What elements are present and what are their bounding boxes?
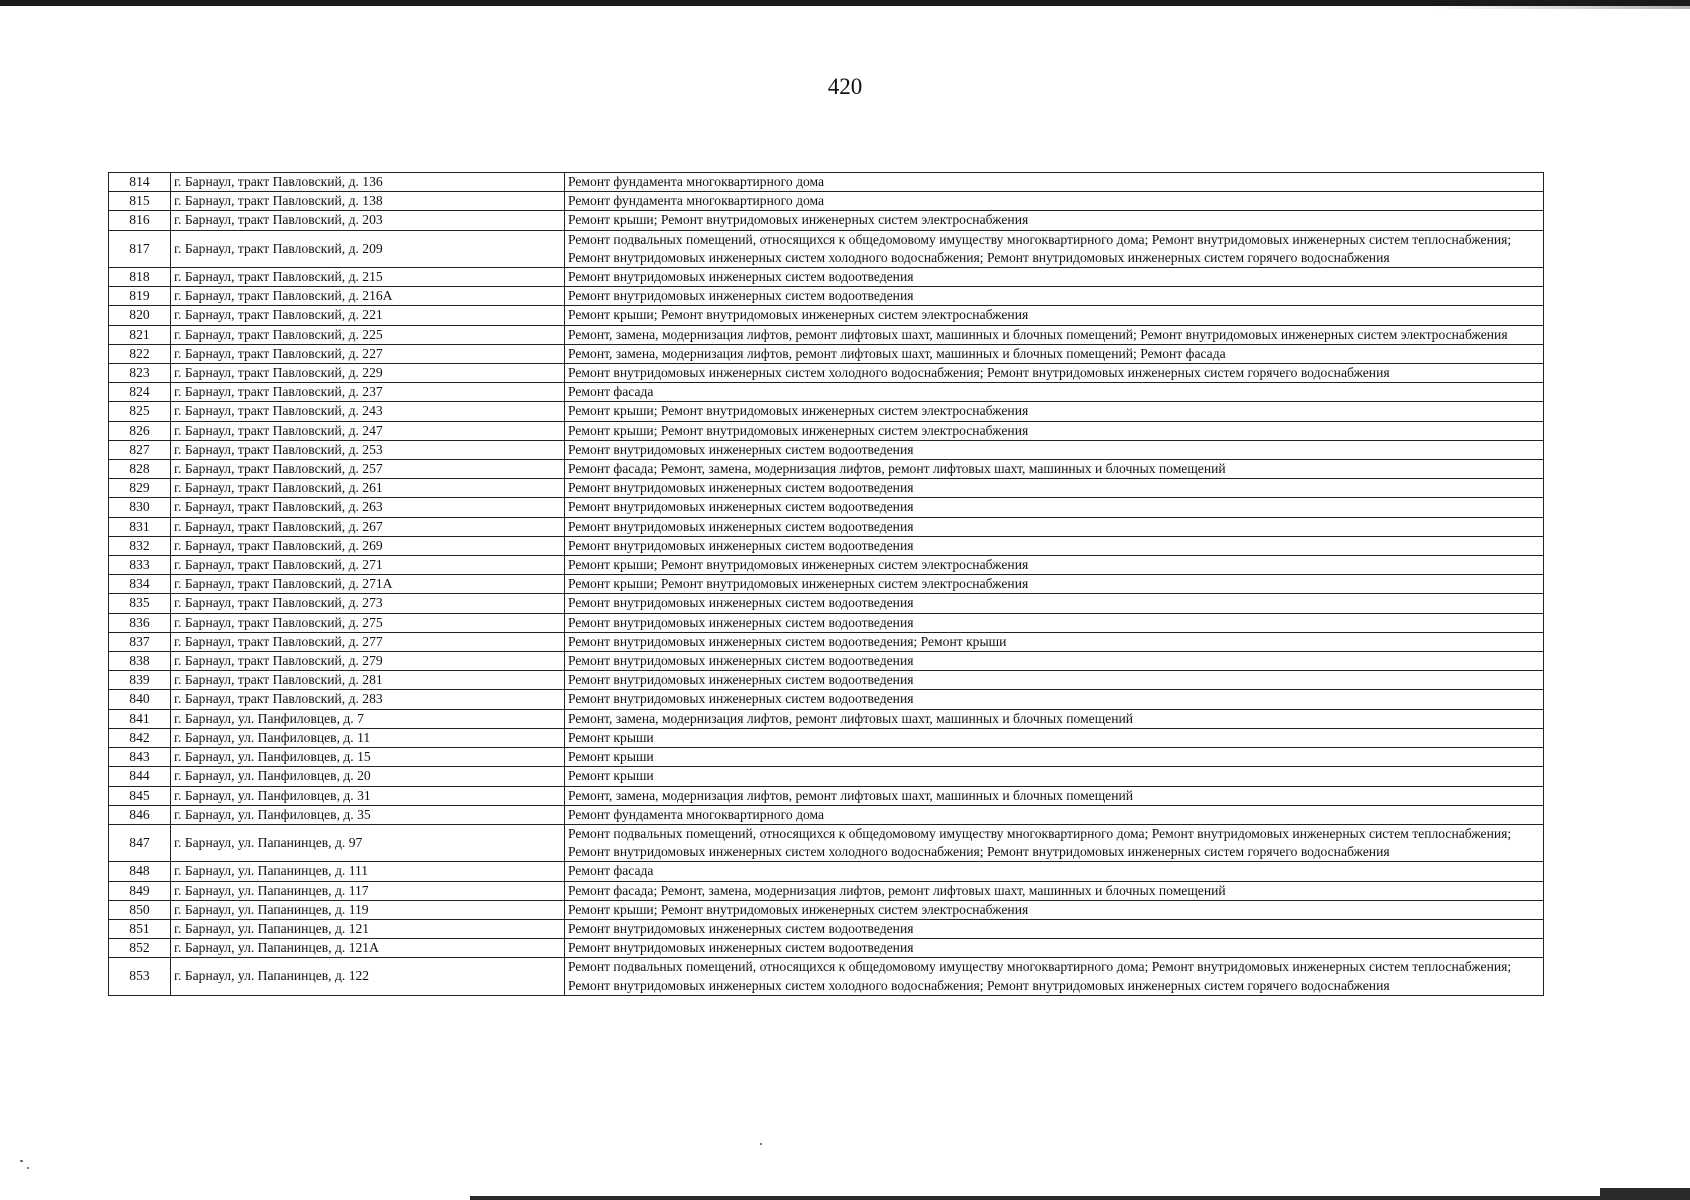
address-cell: г. Барнаул, ул. Панфиловцев, д. 20	[171, 767, 565, 786]
row-number-cell: 837	[109, 632, 171, 651]
row-number-cell: 834	[109, 575, 171, 594]
address-cell: г. Барнаул, ул. Панфиловцев, д. 35	[171, 805, 565, 824]
row-number-cell: 825	[109, 402, 171, 421]
address-cell: г. Барнаул, тракт Павловский, д. 279	[171, 652, 565, 671]
address-cell: г. Барнаул, тракт Павловский, д. 261	[171, 479, 565, 498]
repair-works-cell: Ремонт внутридомовых инженерных систем водоотведения	[565, 268, 1544, 287]
row-number-cell: 845	[109, 786, 171, 805]
table-row	[109, 652, 1544, 671]
table-row	[109, 556, 1544, 575]
repair-works-cell: Ремонт фасада; Ремонт, замена, модернизация лифтов, ремонт лифтовых шахт, машинных и блочных помещений	[565, 460, 1544, 479]
repair-works-cell: Ремонт внутридомовых инженерных систем водоотведения	[565, 517, 1544, 536]
table-row	[109, 958, 1544, 995]
repair-works-cell: Ремонт фундамента многоквартирного дома	[565, 192, 1544, 211]
repair-works-cell: Ремонт внутридомовых инженерных систем водоотведения; Ремонт крыши	[565, 632, 1544, 651]
address-cell: г. Барнаул, тракт Павловский, д. 209	[171, 230, 565, 267]
table-row	[109, 786, 1544, 805]
repair-works-cell: Ремонт подвальных помещений, относящихся к общедомовому имуществу многоквартирного дома; Ремонт внутридомовых инженерных систем теплоснабжения; Ремонт внутридомовых инженерных систем холодного водоснабжения; Ремонт внутридомовых инженерных систем горячего водоснабжения	[565, 824, 1544, 861]
table-row	[109, 402, 1544, 421]
row-number-cell: 836	[109, 613, 171, 632]
scan-bottom-border	[470, 1196, 1690, 1200]
address-cell: г. Барнаул, тракт Павловский, д. 269	[171, 536, 565, 555]
table-row	[109, 364, 1544, 383]
repair-works-cell: Ремонт крыши	[565, 728, 1544, 747]
repair-works-cell: Ремонт подвальных помещений, относящихся к общедомовому имуществу многоквартирного дома; Ремонт внутридомовых инженерных систем теплоснабжения; Ремонт внутридомовых инженерных систем холодного водоснабжения; Ремонт внутридомовых инженерных систем горячего водоснабжения	[565, 230, 1544, 267]
repair-works-cell: Ремонт крыши; Ремонт внутридомовых инженерных систем электроснабжения	[565, 900, 1544, 919]
repair-works-cell: Ремонт внутридомовых инженерных систем водоотведения	[565, 919, 1544, 938]
row-number-cell: 820	[109, 306, 171, 325]
table-row	[109, 671, 1544, 690]
row-number-cell: 816	[109, 211, 171, 230]
table-row	[109, 268, 1544, 287]
repair-works-cell: Ремонт крыши; Ремонт внутридомовых инженерных систем электроснабжения	[565, 556, 1544, 575]
table-row	[109, 728, 1544, 747]
table-row	[109, 421, 1544, 440]
table-row	[109, 536, 1544, 555]
register-body	[109, 173, 1544, 996]
address-cell: г. Барнаул, тракт Павловский, д. 203	[171, 211, 565, 230]
scan-speck	[27, 1167, 29, 1169]
table-row	[109, 344, 1544, 363]
table-row	[109, 919, 1544, 938]
row-number-cell: 817	[109, 230, 171, 267]
table-row	[109, 862, 1544, 881]
repair-works-cell: Ремонт внутридомовых инженерных систем водоотведения	[565, 613, 1544, 632]
table-row	[109, 881, 1544, 900]
repair-works-cell: Ремонт внутридомовых инженерных систем водоотведения	[565, 690, 1544, 709]
address-cell: г. Барнаул, тракт Павловский, д. 263	[171, 498, 565, 517]
row-number-cell: 818	[109, 268, 171, 287]
row-number-cell: 853	[109, 958, 171, 995]
address-cell: г. Барнаул, тракт Павловский, д. 275	[171, 613, 565, 632]
row-number-cell: 824	[109, 383, 171, 402]
repair-works-cell: Ремонт крыши; Ремонт внутридомовых инженерных систем электроснабжения	[565, 421, 1544, 440]
repair-works-cell: Ремонт, замена, модернизация лифтов, ремонт лифтовых шахт, машинных и блочных помещений	[565, 786, 1544, 805]
row-number-cell: 815	[109, 192, 171, 211]
repair-works-cell: Ремонт внутридомовых инженерных систем водоотведения	[565, 536, 1544, 555]
row-number-cell: 819	[109, 287, 171, 306]
repair-works-cell: Ремонт фасада; Ремонт, замена, модернизация лифтов, ремонт лифтовых шахт, машинных и блочных помещений	[565, 881, 1544, 900]
address-cell: г. Барнаул, тракт Павловский, д. 271А	[171, 575, 565, 594]
row-number-cell: 840	[109, 690, 171, 709]
address-cell: г. Барнаул, ул. Панфиловцев, д. 11	[171, 728, 565, 747]
repair-works-cell: Ремонт внутридомовых инженерных систем водоотведения	[565, 652, 1544, 671]
row-number-cell: 852	[109, 939, 171, 958]
table-row	[109, 575, 1544, 594]
repair-works-cell: Ремонт крыши; Ремонт внутридомовых инженерных систем электроснабжения	[565, 402, 1544, 421]
table-row	[109, 173, 1544, 192]
repair-works-cell: Ремонт, замена, модернизация лифтов, ремонт лифтовых шахт, машинных и блочных помещений; Ремонт фасада	[565, 344, 1544, 363]
row-number-cell: 849	[109, 881, 171, 900]
address-cell: г. Барнаул, ул. Папанинцев, д. 122	[171, 958, 565, 995]
address-cell: г. Барнаул, тракт Павловский, д. 277	[171, 632, 565, 651]
row-number-cell: 839	[109, 671, 171, 690]
address-cell: г. Барнаул, тракт Павловский, д. 225	[171, 325, 565, 344]
row-number-cell: 821	[109, 325, 171, 344]
address-cell: г. Барнаул, тракт Павловский, д. 221	[171, 306, 565, 325]
table-row	[109, 748, 1544, 767]
table-row	[109, 325, 1544, 344]
address-cell: г. Барнаул, тракт Павловский, д. 229	[171, 364, 565, 383]
repair-works-cell: Ремонт внутридомовых инженерных систем водоотведения	[565, 594, 1544, 613]
row-number-cell: 830	[109, 498, 171, 517]
table-row	[109, 805, 1544, 824]
repair-works-cell: Ремонт крыши; Ремонт внутридомовых инженерных систем электроснабжения	[565, 575, 1544, 594]
address-cell: г. Барнаул, ул. Папанинцев, д. 97	[171, 824, 565, 861]
row-number-cell: 848	[109, 862, 171, 881]
address-cell: г. Барнаул, ул. Папанинцев, д. 121	[171, 919, 565, 938]
table-row	[109, 709, 1544, 728]
row-number-cell: 827	[109, 440, 171, 459]
table-row	[109, 192, 1544, 211]
table-row	[109, 211, 1544, 230]
address-cell: г. Барнаул, тракт Павловский, д. 281	[171, 671, 565, 690]
address-cell: г. Барнаул, тракт Павловский, д. 273	[171, 594, 565, 613]
page-number: 420	[827, 74, 863, 99]
table-row	[109, 498, 1544, 517]
row-number-cell: 846	[109, 805, 171, 824]
scan-bottom-edge	[1600, 1188, 1690, 1196]
address-cell: г. Барнаул, ул. Панфиловцев, д. 15	[171, 748, 565, 767]
table-row	[109, 939, 1544, 958]
address-cell: г. Барнаул, тракт Павловский, д. 257	[171, 460, 565, 479]
row-number-cell: 833	[109, 556, 171, 575]
row-number-cell: 822	[109, 344, 171, 363]
address-cell: г. Барнаул, тракт Павловский, д. 138	[171, 192, 565, 211]
address-cell: г. Барнаул, ул. Папанинцев, д. 111	[171, 862, 565, 881]
repair-works-cell: Ремонт крыши	[565, 767, 1544, 786]
row-number-cell: 831	[109, 517, 171, 536]
row-number-cell: 851	[109, 919, 171, 938]
table-row	[109, 517, 1544, 536]
repair-works-cell: Ремонт подвальных помещений, относящихся к общедомовому имуществу многоквартирного дома; Ремонт внутридомовых инженерных систем теплоснабжения; Ремонт внутридомовых инженерных систем холодного водоснабжения; Ремонт внутридомовых инженерных систем горячего водоснабжения	[565, 958, 1544, 995]
address-cell: г. Барнаул, тракт Павловский, д. 253	[171, 440, 565, 459]
row-number-cell: 843	[109, 748, 171, 767]
repair-works-cell: Ремонт фундамента многоквартирного дома	[565, 805, 1544, 824]
table-row	[109, 460, 1544, 479]
row-number-cell: 838	[109, 652, 171, 671]
row-number-cell: 835	[109, 594, 171, 613]
address-cell: г. Барнаул, тракт Павловский, д. 215	[171, 268, 565, 287]
table-row	[109, 230, 1544, 267]
table-row	[109, 306, 1544, 325]
scan-top-shadow	[1430, 6, 1690, 9]
row-number-cell: 828	[109, 460, 171, 479]
row-number-cell: 814	[109, 173, 171, 192]
scan-speck	[20, 1160, 23, 1162]
address-cell: г. Барнаул, ул. Папанинцев, д. 119	[171, 900, 565, 919]
table-row	[109, 613, 1544, 632]
repair-works-cell: Ремонт крыши	[565, 748, 1544, 767]
repair-works-cell: Ремонт внутридомовых инженерных систем водоотведения	[565, 479, 1544, 498]
row-number-cell: 823	[109, 364, 171, 383]
row-number-cell: 842	[109, 728, 171, 747]
address-cell: г. Барнаул, тракт Павловский, д. 283	[171, 690, 565, 709]
scan-speck	[760, 1143, 762, 1145]
address-cell: г. Барнаул, тракт Павловский, д. 136	[171, 173, 565, 192]
table-row	[109, 767, 1544, 786]
table-row	[109, 824, 1544, 861]
table-row	[109, 440, 1544, 459]
address-cell: г. Барнаул, ул. Панфиловцев, д. 31	[171, 786, 565, 805]
row-number-cell: 850	[109, 900, 171, 919]
repair-works-cell: Ремонт внутридомовых инженерных систем водоотведения	[565, 939, 1544, 958]
table-row	[109, 594, 1544, 613]
address-cell: г. Барнаул, тракт Павловский, д. 243	[171, 402, 565, 421]
repair-works-cell: Ремонт фундамента многоквартирного дома	[565, 173, 1544, 192]
repair-register-table	[108, 172, 1544, 996]
table-row	[109, 479, 1544, 498]
address-cell: г. Барнаул, ул. Папанинцев, д. 117	[171, 881, 565, 900]
address-cell: г. Барнаул, тракт Павловский, д. 247	[171, 421, 565, 440]
table-row	[109, 690, 1544, 709]
table-row	[109, 900, 1544, 919]
row-number-cell: 841	[109, 709, 171, 728]
repair-works-cell: Ремонт фасада	[565, 862, 1544, 881]
row-number-cell: 844	[109, 767, 171, 786]
row-number-cell: 826	[109, 421, 171, 440]
repair-works-cell: Ремонт крыши; Ремонт внутридомовых инженерных систем электроснабжения	[565, 211, 1544, 230]
address-cell: г. Барнаул, тракт Павловский, д. 267	[171, 517, 565, 536]
repair-works-cell: Ремонт внутридомовых инженерных систем водоотведения	[565, 287, 1544, 306]
repair-works-cell: Ремонт внутридомовых инженерных систем водоотведения	[565, 498, 1544, 517]
address-cell: г. Барнаул, тракт Павловский, д. 237	[171, 383, 565, 402]
row-number-cell: 847	[109, 824, 171, 861]
repair-works-cell: Ремонт внутридомовых инженерных систем холодного водоснабжения; Ремонт внутридомовых инженерных систем горячего водоснабжения	[565, 364, 1544, 383]
repair-works-cell: Ремонт фасада	[565, 383, 1544, 402]
row-number-cell: 829	[109, 479, 171, 498]
address-cell: г. Барнаул, тракт Павловский, д. 216А	[171, 287, 565, 306]
repair-works-cell: Ремонт, замена, модернизация лифтов, ремонт лифтовых шахт, машинных и блочных помещений	[565, 709, 1544, 728]
row-number-cell: 832	[109, 536, 171, 555]
table-row	[109, 632, 1544, 651]
address-cell: г. Барнаул, ул. Панфиловцев, д. 7	[171, 709, 565, 728]
address-cell: г. Барнаул, тракт Павловский, д. 271	[171, 556, 565, 575]
table-row	[109, 287, 1544, 306]
table-row	[109, 383, 1544, 402]
address-cell: г. Барнаул, ул. Папанинцев, д. 121А	[171, 939, 565, 958]
repair-works-cell: Ремонт крыши; Ремонт внутридомовых инженерных систем электроснабжения	[565, 306, 1544, 325]
address-cell: г. Барнаул, тракт Павловский, д. 227	[171, 344, 565, 363]
repair-works-cell: Ремонт внутридомовых инженерных систем водоотведения	[565, 671, 1544, 690]
repair-works-cell: Ремонт, замена, модернизация лифтов, ремонт лифтовых шахт, машинных и блочных помещений; Ремонт внутридомовых инженерных систем электроснабжения	[565, 325, 1544, 344]
repair-works-cell: Ремонт внутридомовых инженерных систем водоотведения	[565, 440, 1544, 459]
